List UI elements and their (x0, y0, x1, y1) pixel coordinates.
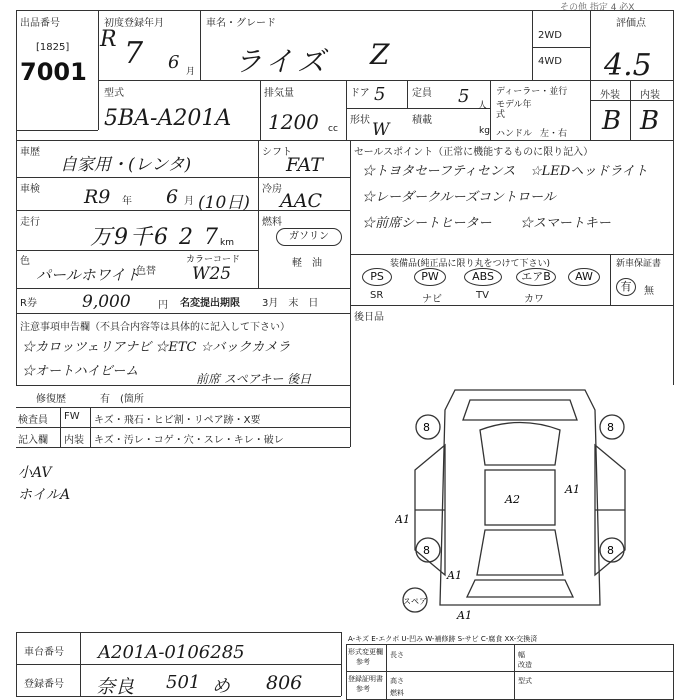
sales-point-2: ☆LEDヘッドライト (530, 164, 648, 179)
wd2-label: 2WD (538, 30, 562, 41)
recycle-unit: 円 (158, 300, 168, 311)
fuel-gasoline: ガソリン (276, 228, 342, 246)
equip-pw: PW (414, 268, 446, 286)
recycle-label: R券 (20, 298, 37, 309)
shift-value: FAT (286, 154, 323, 176)
fw-text: キズ・飛石・ヒビ割・リペア跡・X要 (94, 415, 261, 426)
equip-sr: SR (370, 290, 384, 301)
rule (16, 427, 350, 428)
rule (350, 140, 351, 385)
rule (16, 447, 350, 448)
warranty-no: 無 (644, 286, 654, 297)
rule (60, 407, 61, 447)
rule (260, 80, 261, 140)
inspector-label: 検査員 (18, 415, 48, 426)
rule (16, 696, 341, 697)
chassis-label: 車台番号 (24, 647, 64, 658)
rule (16, 632, 17, 696)
capacity-unit: 人 (478, 101, 488, 111)
sales-points-label: セールスポイント（正常に機能するものに限り記入） (354, 147, 594, 158)
rule (16, 140, 673, 141)
shape-value: W (372, 120, 390, 140)
handwritten-note-1: 小AV (18, 465, 52, 481)
rule (407, 80, 408, 108)
chassis-value: A201A-0106285 (98, 642, 245, 663)
equip-leather: カワ (524, 294, 544, 305)
history-value: 自家用・(レンタ) (60, 155, 192, 175)
rule (258, 140, 259, 288)
inspection-month: 6 (166, 186, 179, 208)
equip-tv: TV (476, 290, 489, 301)
wd4-label: 4WD (538, 56, 562, 67)
engine-value: 1200 (268, 110, 319, 134)
reg-cert-label: 登録証明書 (348, 675, 383, 683)
plate-class: 501 (166, 672, 201, 693)
rule (16, 664, 341, 665)
color-label: 色 (20, 256, 30, 267)
rule (350, 385, 351, 447)
model-label: 型式 (104, 88, 124, 99)
doors-value: 5 (374, 84, 386, 105)
fuel-label: 燃料 (262, 217, 282, 228)
rule (80, 632, 81, 696)
first-reg-month: 6 (168, 52, 180, 73)
rule (490, 80, 491, 140)
equip-aw: AW (568, 268, 600, 286)
form-fuel-label: 燃料 (390, 689, 404, 697)
handle-opts: 左・右 (540, 129, 568, 139)
kaizou-label: 改造 (518, 661, 532, 669)
color-change-label: 色替 (136, 266, 156, 277)
lot-bracket: [1825] (36, 42, 70, 53)
int-row-label: 内装 (64, 435, 84, 446)
int-row-text: キズ・汚レ・コゲ・穴・スレ・キレ・破レ (94, 435, 284, 446)
shape-change-note: 参考 (356, 658, 370, 666)
shape-label: 形状 (350, 115, 370, 126)
rule (16, 632, 341, 633)
recycle-value: 9,000 (82, 292, 131, 312)
rule (532, 10, 533, 80)
first-reg-label: 初度登録年月 (104, 18, 164, 29)
first-reg-era: R (100, 27, 117, 52)
rule (346, 80, 347, 140)
rule (341, 632, 342, 696)
ext-grade: B (602, 106, 622, 136)
rule (532, 47, 590, 48)
int-label: 内装 (640, 90, 660, 101)
mark-a1-left: A1 (395, 513, 410, 526)
rule (346, 108, 490, 109)
mark-a1-bottom: A1 (457, 609, 472, 622)
mark-a1-rear: A1 (447, 569, 462, 582)
rule (16, 10, 674, 11)
dealer-label: ディーラー・並行 (496, 87, 568, 97)
height-label: 高さ (390, 677, 404, 685)
color-code: W25 (192, 264, 232, 284)
model-value: 5BA-A201A (104, 106, 232, 131)
warranty-label: 新車保証書 (616, 259, 662, 269)
plate-label: 登録番号 (24, 679, 64, 690)
mileage-value: 万9千6 2 7 (90, 225, 220, 250)
sales-point-5: ☆スマートキー (520, 216, 611, 231)
mark-spare: スペア (403, 597, 427, 606)
rule (16, 10, 17, 385)
score-value: 4.5 (604, 48, 652, 83)
engine-unit: cc (328, 124, 338, 134)
rule (590, 10, 591, 140)
form-model-label: 型式 (518, 677, 532, 685)
capacity-value: 5 (458, 86, 470, 107)
rule (514, 644, 515, 700)
inspection-year-unit: 年 (122, 196, 132, 207)
fw-label: FW (64, 411, 80, 422)
top-strip-text: その他 指定 4 必X (560, 3, 635, 13)
mark-wheel-rl: 8 (423, 544, 430, 557)
color-value: パールホワイト (36, 266, 141, 284)
handwritten-note-2: ホイルA (18, 487, 71, 503)
rule (350, 305, 673, 306)
shape-change-label: 形式変更欄 (348, 648, 383, 656)
deadline-label: 名変提出期限 (180, 298, 240, 309)
repair-label: 修復歴 (36, 394, 66, 405)
notes-line2b: 前席 スペアキー 後日 (196, 372, 312, 386)
first-reg-month-unit: 月 (186, 67, 196, 77)
width-label: 幅 (518, 651, 525, 659)
entry-label: 記入欄 (18, 435, 48, 446)
payload-unit: kg (479, 126, 490, 136)
handle-label: ハンドル (496, 129, 533, 139)
ac-value: AAC (280, 190, 322, 212)
reg-cert-sub: 参考 (356, 685, 370, 693)
car-grade: Z (370, 38, 390, 71)
capacity-label: 定員 (412, 88, 432, 99)
history-label: 車歴 (20, 147, 40, 158)
mileage-unit: km (220, 238, 234, 248)
car-label: 車名・グレード (206, 18, 276, 29)
notes-label: 注意事項申告欄（不具合内容等は具体的に記入して下さい） (20, 322, 290, 333)
rule (98, 10, 99, 130)
lot-number: 7001 (20, 58, 87, 86)
sales-point-1: ☆トヨタセーフティセンス (362, 164, 516, 179)
length-label: 長さ (390, 651, 404, 659)
equip-airbag: エアB (516, 268, 556, 286)
deadline-value: 3月 末 日 (262, 298, 319, 309)
color-code-label: カラーコード (186, 255, 241, 265)
rule (630, 80, 631, 140)
lot-label: 出品番号 (20, 18, 60, 29)
notes-line2: ☆オートハイビーム (22, 364, 139, 379)
fuel-diesel: 軽 油 (292, 258, 322, 269)
sales-point-4: ☆前席シートヒーター (362, 216, 492, 231)
car-damage-diagram (395, 375, 645, 625)
later-label: 後日品 (354, 312, 384, 323)
mileage-label: 走行 (20, 217, 40, 228)
rule (610, 254, 611, 305)
plate-number: 806 (266, 672, 303, 694)
mark-wheel-fl: 8 (423, 421, 430, 434)
inspection-month-unit: 月 (184, 196, 194, 207)
rule (16, 385, 350, 386)
mark-wheel-rr: 8 (607, 544, 614, 557)
shift-label: シフト (262, 147, 292, 158)
model-year-label: モデル年式 (496, 100, 532, 120)
rule (16, 313, 350, 314)
inspection-label: 車検 (20, 184, 40, 195)
repair-value: 有 (箇所 (100, 394, 144, 405)
inspection-year: R9 (84, 186, 111, 208)
score-label: 評価点 (616, 18, 646, 29)
payload-label: 積載 (412, 115, 432, 126)
doors-label: ドア (350, 88, 370, 99)
equip-ps: PS (362, 268, 392, 286)
rule (16, 288, 350, 289)
mark-wheel-fr: 8 (607, 421, 614, 434)
inspection-day: (10日) (198, 193, 250, 213)
equip-navi: ナビ (422, 294, 442, 305)
equip-abs: ABS (464, 268, 502, 286)
rule (673, 10, 674, 385)
sales-point-3: ☆レーダークルーズコントロール (362, 190, 556, 205)
notes-line1: ☆カロッツェリアナビ ☆ETC ☆バックカメラ (22, 340, 291, 355)
ac-label: 冷房 (262, 184, 282, 195)
rule (200, 10, 201, 80)
rule (350, 254, 673, 255)
warranty-yes: 有 (616, 278, 636, 296)
first-reg-year: 7 (124, 36, 144, 71)
int-grade: B (640, 106, 660, 136)
plate-kana: め (212, 676, 230, 697)
rule (16, 177, 350, 178)
rule (16, 130, 98, 131)
rule (98, 80, 673, 81)
rule (16, 407, 350, 408)
engine-label: 排気量 (264, 88, 294, 99)
damage-legend: A-キズ E-エクボ U-凹み W-補修跡 S-サビ C-腐食 XX-交換済 (348, 635, 538, 643)
car-name: ライズ (234, 45, 329, 78)
mark-a2: A2 (505, 493, 520, 506)
ext-label: 外装 (600, 90, 620, 101)
plate-area: 奈良 (96, 676, 135, 698)
rule (346, 671, 674, 672)
rule (386, 644, 387, 700)
rule (90, 407, 91, 447)
mark-a1-right: A1 (565, 483, 580, 496)
equipment-label: 装備品(純正品に限り丸をつけて下さい) (390, 259, 551, 269)
